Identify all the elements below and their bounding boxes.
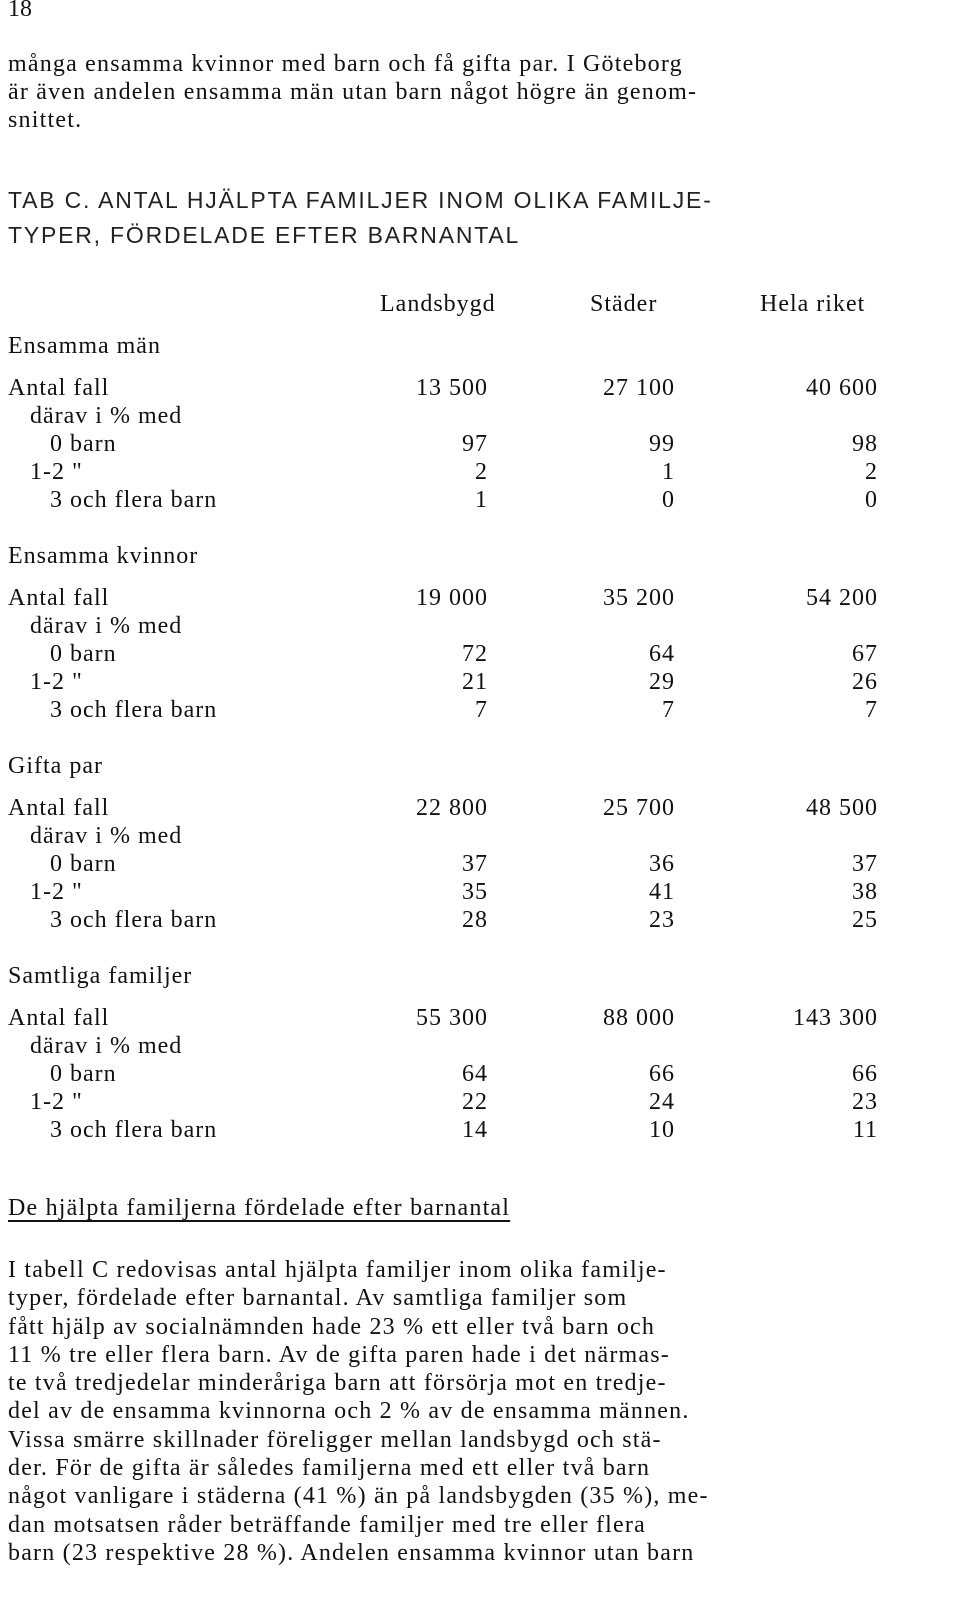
cell-value: 64 — [649, 641, 675, 667]
cell-value: 143 300 — [793, 1005, 878, 1031]
cell-value: 0 — [662, 487, 675, 513]
cell-value: 26 — [852, 669, 878, 695]
cell-value: 22 800 — [416, 795, 488, 821]
column-header-hela-riket: Hela riket — [760, 291, 866, 317]
row-label: Antal fall — [8, 585, 110, 611]
body-line: barn (23 respektive 28 %). Andelen ensamma kvinnor utan barn — [8, 1539, 695, 1566]
table-row — [0, 613, 960, 641]
cell-value: 64 — [462, 1061, 488, 1087]
caption-line: TYPER, FÖRDELADE EFTER BARNANTAL — [8, 222, 521, 248]
group-title-label: Samtliga familjer — [8, 963, 193, 989]
cell-value: 0 — [865, 487, 878, 513]
row-label: därav i % med — [30, 613, 183, 639]
cell-value: 22 — [462, 1089, 488, 1115]
caption-line: TAB C. ANTAL HJÄLPTA FAMILJER INOM OLIKA FAMILJE- — [8, 187, 713, 213]
cell-value: 19 000 — [416, 585, 488, 611]
cell-value: 48 500 — [806, 795, 878, 821]
group-title — [0, 753, 960, 781]
cell-value: 98 — [852, 431, 878, 457]
table-row — [0, 1005, 960, 1033]
section-title: De hjälpta familjerna fördelade efter barnantal — [8, 1195, 511, 1221]
table-row — [0, 1061, 960, 1089]
cell-value: 23 — [852, 1089, 878, 1115]
table-row — [0, 1089, 960, 1117]
cell-value: 23 — [649, 907, 675, 933]
table-row — [0, 697, 960, 725]
row-label: 3 och flera barn — [50, 907, 218, 933]
cell-value: 29 — [649, 669, 675, 695]
cell-value: 7 — [662, 697, 675, 723]
page-number: 18 — [8, 0, 32, 22]
cell-value: 41 — [649, 879, 675, 905]
body-line: något vanligare i städerna (41 %) än på landsbygden (35 %), me- — [8, 1483, 709, 1510]
row-label: 0 barn — [50, 851, 117, 877]
cell-value: 72 — [462, 641, 488, 667]
cell-value: 66 — [649, 1061, 675, 1087]
row-label: 3 och flera barn — [50, 487, 218, 513]
cell-value: 37 — [462, 851, 488, 877]
cell-value: 99 — [649, 431, 675, 457]
group-title — [0, 333, 960, 361]
cell-value: 25 — [852, 907, 878, 933]
cell-value: 66 — [852, 1061, 878, 1087]
row-label: därav i % med — [30, 823, 183, 849]
table-row — [0, 487, 960, 515]
table-row — [0, 459, 960, 487]
cell-value: 21 — [462, 669, 488, 695]
row-label: 1-2 " — [30, 669, 83, 695]
intro-line: många ensamma kvinnor med barn och få gifta par. I Göteborg — [8, 51, 683, 77]
table-row — [0, 851, 960, 879]
row-label: därav i % med — [30, 1033, 183, 1059]
body-line: dan motsatsen råder beträffande familjer med tre eller flera — [8, 1511, 646, 1538]
intro-line: är även andelen ensamma män utan barn något högre än genom- — [8, 79, 698, 105]
row-label: 1-2 " — [30, 1089, 83, 1115]
cell-value: 14 — [462, 1117, 488, 1143]
table-row — [0, 431, 960, 459]
cell-value: 28 — [462, 907, 488, 933]
table-row — [0, 795, 960, 823]
group-title — [0, 543, 960, 571]
column-header-landsbygd: Landsbygd — [380, 291, 496, 317]
cell-value: 7 — [865, 697, 878, 723]
table-row — [0, 375, 960, 403]
cell-value: 27 100 — [603, 375, 675, 401]
cell-value: 24 — [649, 1089, 675, 1115]
body-line: del av de ensamma kvinnorna och 2 % av de ensamma männen. — [8, 1398, 690, 1425]
intro-paragraph — [8, 50, 908, 134]
cell-value: 35 200 — [603, 585, 675, 611]
cell-value: 54 200 — [806, 585, 878, 611]
group-title — [0, 963, 960, 991]
cell-value: 10 — [649, 1117, 675, 1143]
body-line: der. För de gifta är således familjerna med ett eller två barn — [8, 1455, 651, 1482]
cell-value: 1 — [475, 487, 488, 513]
body-paragraph — [8, 1256, 908, 1567]
row-label: därav i % med — [30, 403, 183, 429]
row-label: Antal fall — [8, 1005, 110, 1031]
cell-value: 67 — [852, 641, 878, 667]
table-row — [0, 1033, 960, 1061]
cell-value: 2 — [475, 459, 488, 485]
group-title-label: Ensamma män — [8, 333, 161, 359]
row-label: 0 barn — [50, 1061, 117, 1087]
table-row — [0, 879, 960, 907]
group-title-label: Ensamma kvinnor — [8, 543, 199, 569]
row-label: 3 och flera barn — [50, 697, 218, 723]
row-label: 0 barn — [50, 431, 117, 457]
cell-value: 36 — [649, 851, 675, 877]
cell-value: 1 — [662, 459, 675, 485]
group-title-label: Gifta par — [8, 753, 103, 779]
row-label: 0 barn — [50, 641, 117, 667]
column-header-stader: Städer — [590, 291, 658, 317]
cell-value: 7 — [475, 697, 488, 723]
intro-line: snittet. — [8, 107, 83, 133]
body-line: typer, fördelade efter barnantal. Av samtliga familjer som — [8, 1285, 628, 1312]
body-line: 11 % tre eller flera barn. Av de gifta paren hade i det närmas- — [8, 1341, 670, 1368]
cell-value: 40 600 — [806, 375, 878, 401]
row-label: 1-2 " — [30, 459, 83, 485]
table-caption — [8, 183, 948, 253]
body-line: fått hjälp av socialnämnden hade 23 % ett eller två barn och — [8, 1313, 656, 1340]
table-row — [0, 669, 960, 697]
body-line: te två tredjedelar minderåriga barn att försörja mot en tredje- — [8, 1370, 667, 1397]
cell-value: 2 — [865, 459, 878, 485]
row-label: Antal fall — [8, 375, 110, 401]
table-row — [0, 585, 960, 613]
cell-value: 11 — [852, 1117, 878, 1143]
cell-value: 37 — [852, 851, 878, 877]
body-line: Vissa smärre skillnader föreligger mellan landsbygd och stä- — [8, 1426, 662, 1453]
cell-value: 13 500 — [416, 375, 488, 401]
cell-value: 88 000 — [603, 1005, 675, 1031]
table-row — [0, 823, 960, 851]
row-label: 3 och flera barn — [50, 1117, 218, 1143]
cell-value: 97 — [462, 431, 488, 457]
cell-value: 55 300 — [416, 1005, 488, 1031]
cell-value: 25 700 — [603, 795, 675, 821]
row-label: Antal fall — [8, 795, 110, 821]
cell-value: 35 — [462, 879, 488, 905]
table-row — [0, 403, 960, 431]
cell-value: 38 — [852, 879, 878, 905]
table-row — [0, 641, 960, 669]
body-line: I tabell C redovisas antal hjälpta familjer inom olika familje- — [8, 1257, 667, 1283]
table-row — [0, 1117, 960, 1145]
row-label: 1-2 " — [30, 879, 83, 905]
table-row — [0, 907, 960, 935]
